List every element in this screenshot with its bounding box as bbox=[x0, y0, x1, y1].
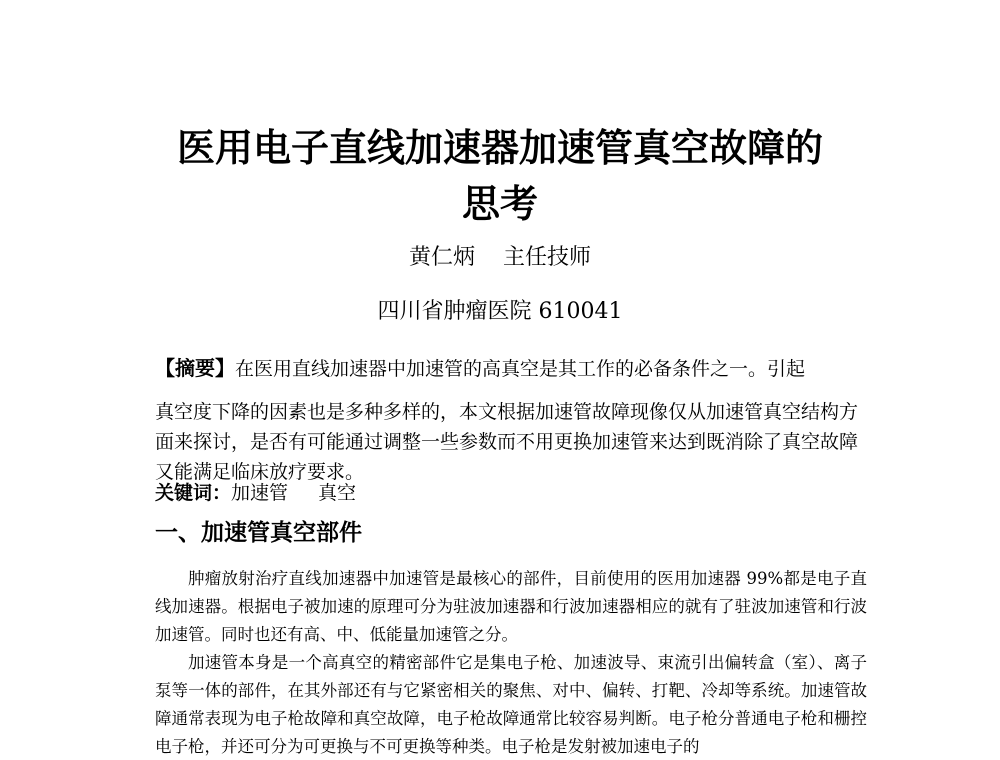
affiliation: 四川省肿瘤医院 610041 bbox=[377, 299, 623, 324]
abstract-body: 真空度下降的因素也是多种多样的，本文根据加速管故障现像仅从加速管真空结构方面来探讨，是否有可能通过调整一些参数而不用更换加速管来达到既消除了真空故障又能满足临床放疗要求。 bbox=[155, 401, 859, 483]
abstract-label: 【摘要】 bbox=[155, 356, 235, 380]
body-paragraph: 肿瘤放射治疗直线加速器中加速管是最核心的部件，目前使用的医用加速器 99%都是电子直线加速器。根据电子被加速的原理可分为驻波加速器和行波加速器相应的就有了驻波加速管和行波加速管。同时也还有高、中、低能量加速管之分。 bbox=[155, 569, 867, 644]
keywords-label: 关键词： bbox=[155, 482, 232, 504]
paper-title-line-2: 思考 bbox=[461, 182, 538, 226]
author-line bbox=[0, 244, 1000, 272]
body-paragraph: 加速管本身是一个高真空的精密部件它是集电子枪、加速波导、束流引出偏转盒（室）、离子泵等一体的部件，在其外部还有与它紧密相关的聚焦、对中、偏转、打靶、冷却等系统。加速管故障通常表现为电子枪故障和真空故障，电子枪故障通常比较容易判断。电子枪分普通电子枪和栅控电子枪，并还可分为可更换与不可更换等种类。电子枪是发射被加速电子的 bbox=[155, 653, 867, 756]
author-position: 主任技师 bbox=[502, 245, 591, 270]
abstract-first-line bbox=[155, 355, 875, 382]
section-heading: 一、加速管真空部件 bbox=[155, 520, 362, 546]
paper-title-line-1: 医用电子直线加速器加速管真空故障的 bbox=[176, 126, 823, 170]
abstract-first-text: 在医用直线加速器中加速管的高真空是其工作的必备条件之一。引起 bbox=[235, 358, 806, 380]
keyword-item: 真空 bbox=[318, 482, 357, 504]
keyword-item: 加速管 bbox=[231, 482, 289, 504]
keywords-line bbox=[155, 480, 875, 506]
author-name: 黄仁炳 bbox=[408, 245, 475, 270]
